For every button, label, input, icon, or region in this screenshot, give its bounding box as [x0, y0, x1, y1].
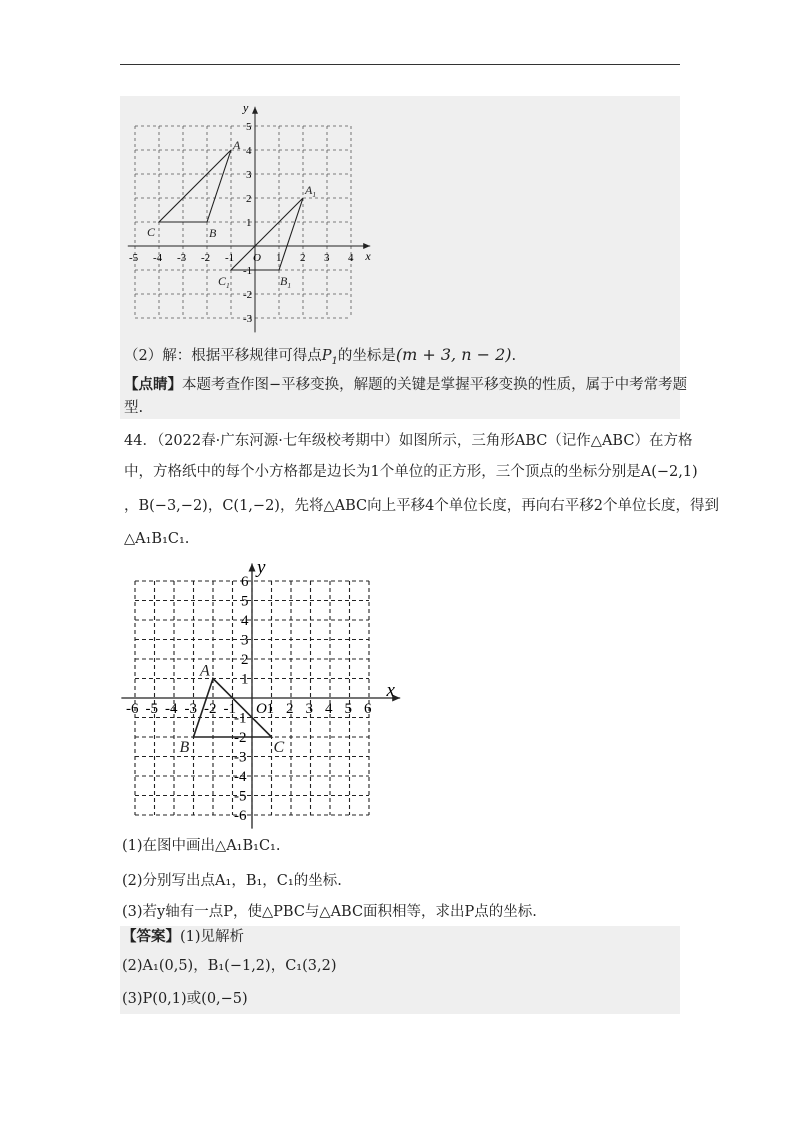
label-b1: $B_1$	[280, 274, 292, 290]
x-tick-label: -3	[184, 701, 197, 717]
q44-line1: 44．（2022春·广东河源·七年级校考期中）如图所示，三角形ABC（记作△ABC）在方格	[124, 433, 693, 449]
y-tick-label: -3	[234, 749, 247, 766]
x-tick-label: 2	[300, 252, 306, 264]
answer-line1	[122, 926, 244, 948]
x-tick-label: 3	[305, 701, 313, 717]
y-tick-label: -3	[243, 313, 253, 325]
y-tick-label: 2	[246, 193, 252, 205]
y-tick-label: 5	[246, 121, 252, 133]
label-c: C	[273, 739, 285, 756]
y-tick-label: -4	[234, 769, 247, 785]
x-tick-label: 4	[348, 252, 354, 264]
triangle-a1b1c1	[231, 198, 303, 270]
x-tick-label: 2	[286, 701, 294, 717]
solution-part2	[124, 344, 516, 373]
p1-letter: P	[321, 348, 332, 364]
x-axis-label: x	[386, 680, 395, 701]
x-tick-label: -4	[165, 701, 178, 717]
answer-2: (2)A₁(0,5)，B₁(−1,2)，C₁(3,2)	[122, 958, 337, 974]
y-axis-arrow	[249, 563, 256, 571]
header-rule	[120, 64, 680, 65]
y-tick-label: 2	[241, 652, 249, 668]
x-tick-label: 5	[344, 701, 352, 717]
x-tick-label: 6	[364, 701, 372, 717]
y-tick-label: -2	[234, 730, 247, 746]
label-a1: $A_1$	[305, 183, 317, 199]
y-tick-label: 1	[246, 217, 252, 229]
x-tick-label: -6	[126, 701, 139, 717]
y-tick-label: 6	[241, 574, 249, 590]
q44-line4: △A₁B₁C₁.	[124, 531, 190, 547]
p1-subscript: 1	[331, 355, 338, 367]
label-c1: $C_1$	[218, 274, 230, 290]
comment-line2: 型.	[124, 400, 144, 416]
y-axis-label: y	[243, 100, 249, 115]
x-tick-label: -5	[129, 252, 139, 264]
y-tick-label: 5	[241, 593, 249, 610]
y-tick-label: 4	[241, 613, 249, 629]
label-b: B	[179, 739, 190, 756]
x-tick-label: -4	[153, 252, 163, 264]
triangle-abc	[159, 150, 231, 222]
subquestion-2: (2)分别写出点A₁，B₁，C₁的坐标.	[122, 873, 342, 889]
x-tick-label: -2	[201, 252, 211, 264]
y-tick-label: 4	[246, 145, 252, 157]
x-tick-label: 4	[325, 701, 333, 717]
origin-label: O	[253, 252, 261, 264]
comment-line1	[124, 374, 687, 396]
y-tick-label: -5	[234, 788, 247, 805]
label-a: A	[233, 138, 241, 152]
p1-coordinate: (m + 3, n − 2)	[395, 345, 512, 364]
solution-end: .	[511, 348, 517, 364]
y-tick-label: -2	[243, 289, 253, 301]
x-tick-label: -5	[145, 701, 158, 717]
answer-tag: 【答案】	[122, 928, 180, 945]
y-tick-label: -6	[234, 808, 247, 824]
x-axis-label: x	[365, 249, 371, 263]
label-c: C	[147, 225, 156, 239]
x-tick-label: -2	[204, 701, 217, 717]
subquestion-3: (3)若y轴有一点P，使△PBC与△ABC面积相等，求出P点的坐标.	[122, 904, 537, 920]
point-p1	[321, 348, 338, 367]
answer-3: (3)P(0,1)或(0,−5)	[122, 991, 248, 1007]
x-tick-label: -1	[223, 701, 236, 717]
comment-tag: 【点睛】	[124, 376, 182, 393]
graph-translation	[120, 96, 390, 346]
y-tick-label: -1	[234, 710, 247, 727]
subquestion-1: (1)在图中画出△A₁B₁C₁.	[122, 838, 281, 854]
solution-prefix: （2）解：根据平移规律可得点	[124, 348, 322, 364]
graph-triangle-abc	[120, 552, 395, 832]
y-tick-label: -1	[243, 265, 253, 277]
comment-text: 本题考查作图−平移变换，解题的关键是掌握平移变换的性质，属于中考常考题	[182, 377, 688, 393]
y-tick-label: 1	[241, 671, 249, 688]
label-a: A	[200, 662, 210, 680]
y-axis-label: y	[257, 557, 266, 579]
x-tick-label: -1	[225, 252, 235, 264]
x-tick-label: 3	[324, 252, 330, 264]
q44-line3: ，B(−3,−2)，C(1,−2)，先将△ABC向上平移4个单位长度，再向右平移2个单位长度，得到	[124, 498, 720, 514]
q44-line2: 中，方格纸中的每个小方格都是边长为1个单位的正方形，三个顶点的坐标分别是A(−2,1)	[124, 464, 698, 480]
y-axis-arrow	[252, 107, 258, 114]
x-tick-label: 1	[276, 252, 282, 264]
x-tick-label: 1	[266, 701, 274, 717]
answer-1: (1)见解析	[180, 929, 245, 945]
origin-label: O	[256, 701, 267, 717]
solution-mid: 的坐标是	[337, 348, 396, 364]
x-tick-label: -3	[177, 252, 187, 264]
y-tick-label: 3	[246, 169, 252, 181]
y-tick-label: 3	[241, 632, 249, 649]
label-b: B	[209, 226, 217, 240]
